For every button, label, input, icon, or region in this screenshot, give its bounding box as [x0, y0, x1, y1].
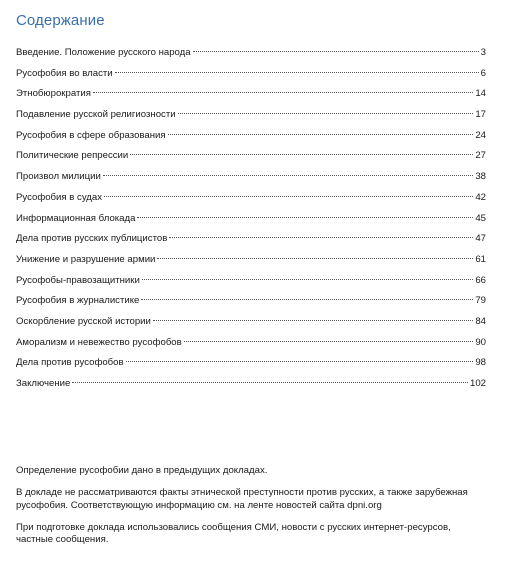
- toc-entry[interactable]: [16, 333, 486, 354]
- table-of-contents: [16, 43, 486, 395]
- toc-entry-page-number: 98: [475, 357, 486, 369]
- toc-entry[interactable]: [16, 374, 486, 395]
- toc-entry[interactable]: [16, 250, 486, 271]
- dot-leader: [137, 217, 473, 218]
- toc-entry-page-number: 61: [475, 253, 486, 265]
- toc-entry[interactable]: [16, 209, 486, 230]
- toc-entry-page-number: 66: [475, 274, 486, 286]
- toc-entry-page-number: 3: [480, 47, 486, 58]
- dot-leader: [142, 279, 474, 280]
- toc-entry-page-number: 90: [475, 336, 486, 348]
- toc-heading: Содержание: [16, 12, 105, 29]
- toc-entry[interactable]: [16, 146, 486, 167]
- notes-section: [16, 465, 486, 556]
- dot-leader: [141, 299, 473, 300]
- dot-leader: [115, 72, 479, 73]
- toc-entry-label: Оскорбление русской истории: [16, 315, 151, 327]
- toc-entry[interactable]: [16, 271, 486, 292]
- toc-entry-page-number: 38: [475, 171, 486, 183]
- toc-entry[interactable]: [16, 43, 486, 64]
- dot-leader: [153, 320, 473, 321]
- dot-leader: [157, 258, 473, 259]
- toc-entry-label: Дела против русофобов: [16, 357, 124, 369]
- toc-entry[interactable]: [16, 167, 486, 188]
- toc-entry-label: Русофобы-правозащитники: [16, 274, 140, 286]
- dot-leader: [126, 361, 474, 362]
- toc-entry-label: Дела против русских публицистов: [16, 233, 168, 245]
- toc-entry[interactable]: [16, 229, 486, 250]
- toc-entry-label: Русофобия в журналистике: [16, 295, 140, 307]
- toc-entry-label: Русофобия в сфере образования: [16, 129, 166, 141]
- toc-entry[interactable]: [16, 188, 486, 209]
- toc-entry[interactable]: [16, 312, 486, 333]
- toc-entry-page-number: 45: [475, 212, 486, 224]
- dot-leader: [169, 237, 473, 238]
- toc-entry-page-number: 47: [475, 233, 486, 245]
- toc-entry-label: Произвол милиции: [16, 171, 101, 183]
- toc-entry-label: Введение. Положение русского народа: [16, 47, 191, 58]
- toc-entry-label: Заключение: [16, 378, 71, 389]
- toc-entry-page-number: 42: [475, 191, 486, 203]
- note-paragraph: При подготовке доклада использовались сообщения СМИ, новости с русских интернет-ресурсов, частные сообщения.: [16, 521, 451, 545]
- toc-entry-label: Русофобия во власти: [16, 67, 113, 79]
- dot-leader: [93, 92, 473, 93]
- toc-entry-page-number: 24: [475, 129, 486, 141]
- dot-leader: [168, 134, 474, 135]
- toc-entry-label: Информационная блокада: [16, 212, 136, 224]
- toc-entry-label: Унижение и разрушение армии: [16, 253, 156, 265]
- toc-entry-page-number: 102: [469, 378, 486, 389]
- toc-entry-page-number: 17: [475, 109, 486, 121]
- toc-entry[interactable]: [16, 84, 486, 105]
- note-paragraph: В докладе не рассматриваются факты этнической преступности против русских, а также зарубежная русофобия. Соответствующую информацию см. на ленте новостей сайта dpni.org: [16, 487, 468, 511]
- toc-entry-label: Аморализм и невежество русофобов: [16, 336, 182, 348]
- dot-leader: [178, 113, 474, 114]
- dot-leader: [103, 175, 474, 176]
- toc-entry-page-number: 14: [475, 88, 486, 100]
- toc-entry-label: Этнобюрократия: [16, 88, 91, 100]
- toc-entry-label: Политические репрессии: [16, 150, 129, 162]
- toc-entry-page-number: 79: [475, 295, 486, 307]
- dot-leader: [104, 196, 473, 197]
- dot-leader: [72, 382, 468, 383]
- toc-entry-label: Подавление русской религиозности: [16, 109, 176, 121]
- dot-leader: [193, 51, 479, 52]
- toc-entry[interactable]: [16, 291, 486, 312]
- toc-entry[interactable]: [16, 105, 486, 126]
- toc-entry[interactable]: [16, 126, 486, 147]
- dot-leader: [130, 154, 473, 155]
- toc-entry[interactable]: [16, 64, 486, 85]
- toc-entry-page-number: 27: [475, 150, 486, 162]
- toc-entry-page-number: 84: [475, 315, 486, 327]
- dot-leader: [184, 341, 474, 342]
- toc-entry[interactable]: [16, 353, 486, 374]
- note-paragraph: Определение русофобии дано в предыдущих докладах.: [16, 465, 268, 476]
- toc-entry-page-number: 6: [480, 67, 486, 79]
- toc-entry-label: Русофобия в судах: [16, 191, 103, 203]
